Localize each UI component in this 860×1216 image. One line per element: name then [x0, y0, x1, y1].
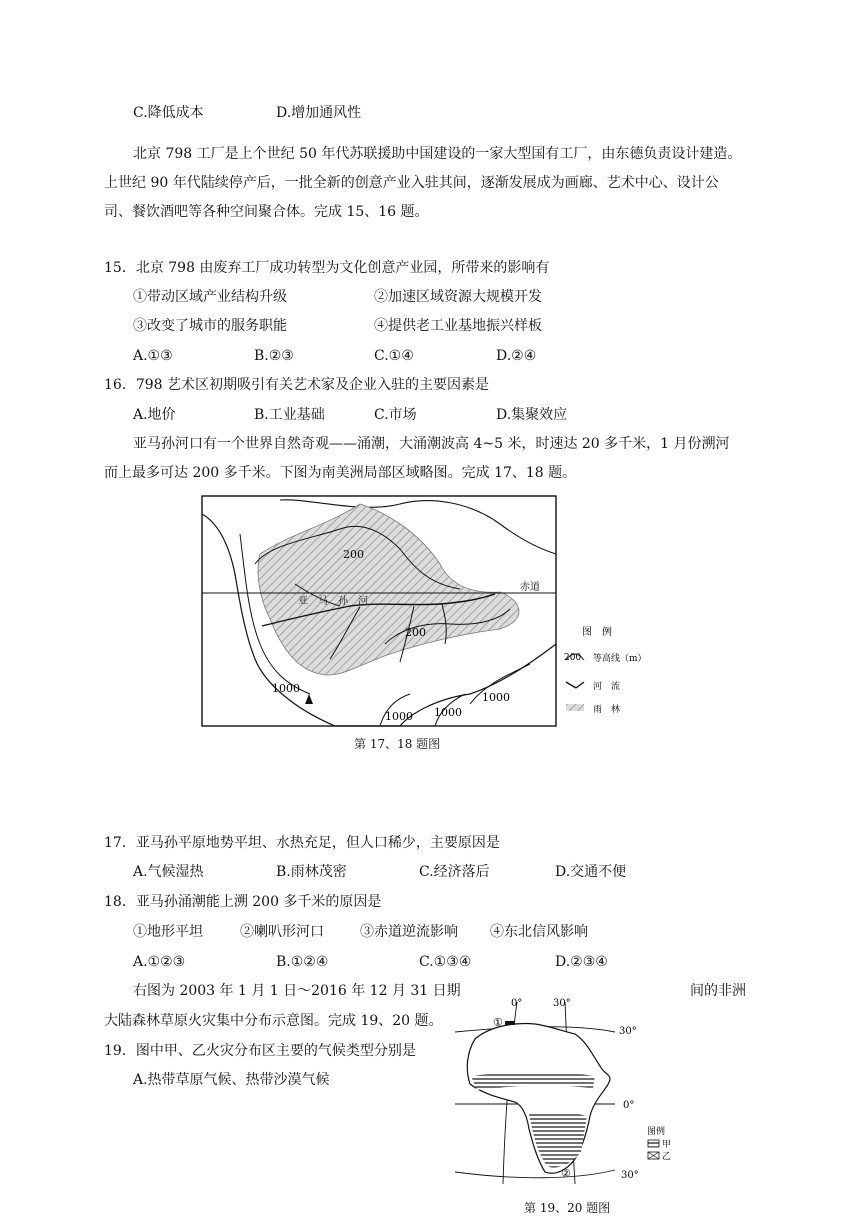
fire-zone-jia-south: [529, 1113, 587, 1168]
map1-label-1000-c: 1000: [434, 706, 462, 719]
marker-2: ②: [561, 1167, 571, 1180]
label-lat-30s: 30°: [621, 1170, 639, 1181]
q14-option-c: C.降低成本: [133, 105, 204, 121]
map1-label-200-south: 200: [405, 626, 426, 639]
q15-item-1: ①带动区域产业结构升级: [133, 289, 287, 305]
label-lon-0: 0°: [511, 998, 523, 1009]
svg-text:等高线（m）: 等高线（m）: [593, 654, 647, 664]
q19-stem: 19．图中甲、乙火灾分布区主要的气候类型分别是: [104, 1043, 416, 1059]
q17-option-a: A.气候湿热: [133, 864, 204, 880]
q18-option-d: D.②③④: [555, 954, 608, 970]
q15-item-3: ③改变了城市的服务职能: [133, 318, 287, 334]
q19-option-a: A.热带草原气候、热带沙漠气候: [133, 1072, 330, 1088]
svg-text:河 流: 河 流: [593, 682, 621, 692]
map1-label-amazon: 亚 马 孙 河: [298, 596, 368, 607]
passage-amazon-line-2: 而上最多可达 200 多千米。下图为南美洲局部区域略图。完成 17、18 题。: [104, 465, 577, 481]
map1-label-1000-a: 1000: [272, 682, 300, 695]
passage-africa-line-2: 大陆森林草原火灾集中分布示意图。完成 19、20 题。: [104, 1013, 443, 1029]
passage-798-line-2: 上世纪 90 年代陆续停产后，一批全新的创意产业入驻其间，逐渐发展成为画廊、艺术中心、设计公: [104, 175, 719, 191]
q18-option-a: A.①②③: [133, 954, 186, 970]
latitude-30s: [455, 1170, 615, 1178]
q15-stem: 15．北京 798 由废弃工厂成功转型为文化创意产业园，所带来的影响有: [104, 260, 550, 276]
q15-item-2: ②加速区域资源大规模开发: [374, 289, 542, 305]
map1-label-200-north: 200: [343, 548, 364, 561]
map1-legend: [564, 625, 647, 715]
africa-outline: [467, 1024, 610, 1174]
q18-option-c: C.①③④: [419, 954, 472, 970]
q17-option-b: B.雨林茂密: [276, 864, 347, 880]
label-lat-30n: 30°: [619, 1026, 637, 1037]
q16-option-d: D.集聚效应: [496, 407, 568, 423]
map1-label-1000-d: 1000: [482, 691, 510, 704]
q18-item-1: ①地形平坦: [133, 924, 203, 940]
passage-africa-line-1-right: 间的非洲: [690, 983, 746, 999]
q16-option-a: A.地价: [133, 407, 176, 423]
q15-option-b: B.②③: [254, 348, 294, 364]
q18-item-4: ④东北信风影响: [490, 924, 588, 940]
map1-label-equator: 赤道: [520, 582, 540, 593]
map2-caption: 第 19、20 题图: [524, 1201, 611, 1215]
q17-option-c: C.经济落后: [419, 864, 490, 880]
label-lat-0: 0°: [623, 1100, 635, 1111]
q15-item-4: ④提供老工业基地振兴样板: [374, 318, 542, 334]
passage-798-line-1: 北京 798 工厂是上个世纪 50 年代苏联援助中国建设的一家大型国有工厂，由东德负责设计建造。: [133, 146, 742, 162]
svg-text:乙: 乙: [662, 1152, 672, 1162]
q16-option-c: C.市场: [374, 407, 417, 423]
marker-1: ①: [493, 1016, 503, 1029]
svg-text:图 例: 图 例: [582, 627, 612, 638]
q15-option-d: D.②④: [496, 348, 537, 364]
passage-africa-line-1-left: 右图为 2003 年 1 月 1 日～2016 年 12 月 31 日期: [133, 983, 461, 999]
q17-stem: 17．亚马孙平原地势平坦、水热充足，但人口稀少，主要原因是: [104, 835, 500, 851]
q15-option-a: A.①③: [133, 348, 173, 364]
label-lon-30: 30°: [553, 998, 571, 1009]
q15-option-c: C.①④: [374, 348, 414, 364]
q16-stem: 16．798 艺术区初期吸引有关艺术家及企业入驻的主要因素是: [104, 377, 489, 393]
south-america-map: [200, 494, 660, 730]
q14-option-d: D.增加通风性: [276, 105, 362, 121]
svg-text:甲: 甲: [662, 1140, 672, 1150]
map1-label-1000-b: 1000: [385, 710, 413, 723]
q18-option-b: B.①②④: [276, 954, 329, 970]
passage-amazon-line-1: 亚马孙河口有一个世界自然奇观——涌潮，大涌潮波高 4~5 米，时速达 20 多千米，1 月份溯河: [133, 436, 730, 452]
map1-caption: 第 17、18 题图: [354, 737, 441, 751]
q18-stem: 18．亚马孙涌潮能上溯 200 多千米的原因是: [104, 894, 382, 910]
q16-option-b: B.工业基础: [254, 407, 325, 423]
map2-legend: [647, 1125, 671, 1162]
passage-798-line-3: 司、餐饮酒吧等各种空间聚合体。完成 15、16 题。: [104, 204, 429, 220]
svg-text:雨 林: 雨 林: [593, 705, 621, 715]
q18-item-2: ②喇叭形河口: [240, 924, 324, 940]
africa-fire-map: [455, 994, 685, 1194]
svg-text:图例: 图例: [647, 1127, 666, 1137]
q17-option-d: D.交通不便: [555, 864, 627, 880]
svg-text:200: 200: [564, 653, 582, 663]
q18-item-3: ③赤道逆流影响: [360, 924, 458, 940]
